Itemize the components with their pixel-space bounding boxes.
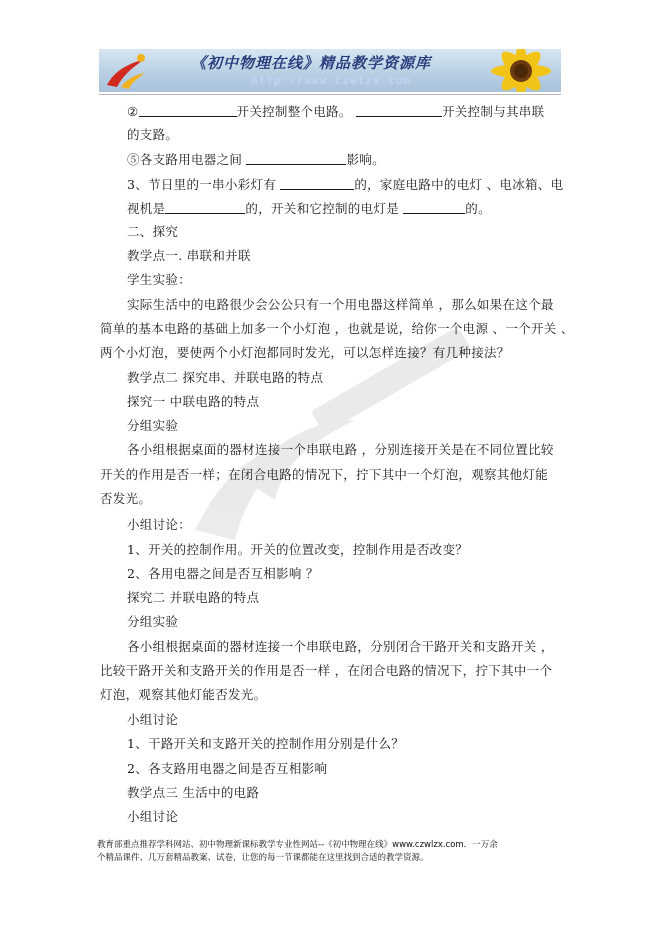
text-line-28: 2、各支路用电器之间是否互相影响: [127, 761, 328, 776]
text-line-2: 的支路。: [127, 127, 179, 142]
text-line-5: 视机是 的，开关和它控制的电灯是 的。: [127, 201, 491, 216]
text-line-27: 1、干路开关和支路开关的控制作用分别是什么？: [127, 736, 405, 751]
text-line-25: 灯泡，观察其他灯能否发光。: [100, 687, 267, 702]
fill-blank[interactable]: [139, 104, 237, 117]
text-line-16: 开关的作用是否一样；在闭合电路的情况下，拧下其中一个灯泡，观察其他灯能: [100, 467, 549, 482]
explore-2-heading: 探究二 并联电路的特点: [127, 590, 260, 605]
text-line-10: 简单的基本电路的基础上加多一个小灯泡 ，也就是说，给你一个电源 、一个开关 、: [100, 321, 574, 336]
banner-title: 《初中物理在线》精品教学资源库: [191, 54, 432, 72]
explore-1-heading: 探究一 中联电路的特点: [127, 394, 260, 409]
text-line-23: 各小组根据桌面的器材连接一个串联电路，分别闭合干路开关和支路开关 ，: [127, 639, 554, 654]
text-line-14: 分组实验: [127, 418, 179, 433]
text-line-15: 各小组根据桌面的器材连接一个串联电路 ，分别连接开关是在不同位置比较: [127, 442, 554, 457]
fill-blank[interactable]: [356, 104, 442, 117]
text-line-30: 小组讨论: [127, 809, 179, 824]
fill-blank[interactable]: [280, 177, 354, 190]
text-line-26: 小组讨论: [127, 712, 179, 727]
text-line-20: 2、各用电器之间是否互相影响 ？: [127, 566, 319, 581]
teaching-point-1: 教学点一. 串联和并联: [127, 248, 251, 263]
text-line-4: 3、节日里的一串小彩灯有 的，家庭电路中的电灯 、电冰箱、电: [127, 177, 564, 192]
fill-blank[interactable]: [246, 152, 346, 165]
text-line-19: 1、开关的控制作用。开关的位置改变，控制作用是否改变？: [127, 542, 469, 557]
section-heading: 二、探究: [127, 224, 179, 239]
text-line-8: 学生实验：: [127, 272, 192, 287]
footer-line-2: 个精品课件、几万套精品教案、试卷，让您的每一节课都能在这里找到合适的教学资源。: [97, 853, 429, 863]
text-line-1: ② 开关控制整个电路。 开关控制与其串联: [127, 104, 545, 119]
banner-url[interactable]: http://www.czwlzx.com: [251, 74, 412, 87]
fill-blank[interactable]: [165, 201, 245, 214]
text-line-17: 否发光。: [100, 491, 152, 506]
text-line-18: 小组讨论：: [127, 517, 192, 532]
teaching-point-3: 教学点三 生活中的电路: [127, 785, 260, 800]
text-line-22: 分组实验: [127, 614, 179, 629]
text-line-24: 比较干路开关和支路开关的作用是否一样 ，在闭合电路的情况下，拧下其中一个: [100, 663, 553, 678]
footer-line-1: 教育部重点推荐学科网站、初中物理新课标教学专业性网站--《初中物理在线》www.czwlzx.com．一万余: [97, 840, 498, 850]
fill-blank[interactable]: [403, 201, 465, 214]
text-line-11: 两个小灯泡，要使两个小灯泡都同时发光，可以怎样连接？有几种接法？: [100, 345, 510, 360]
teaching-point-2: 教学点二 探究串、并联电路的特点: [127, 370, 324, 385]
text-line-9: 实际生活中的电路很少会公公只有一个用电器这样简单 ，那么如果在这个最: [127, 297, 554, 312]
text-line-3: ⑤各支路用电器之间 影响。: [127, 152, 385, 167]
